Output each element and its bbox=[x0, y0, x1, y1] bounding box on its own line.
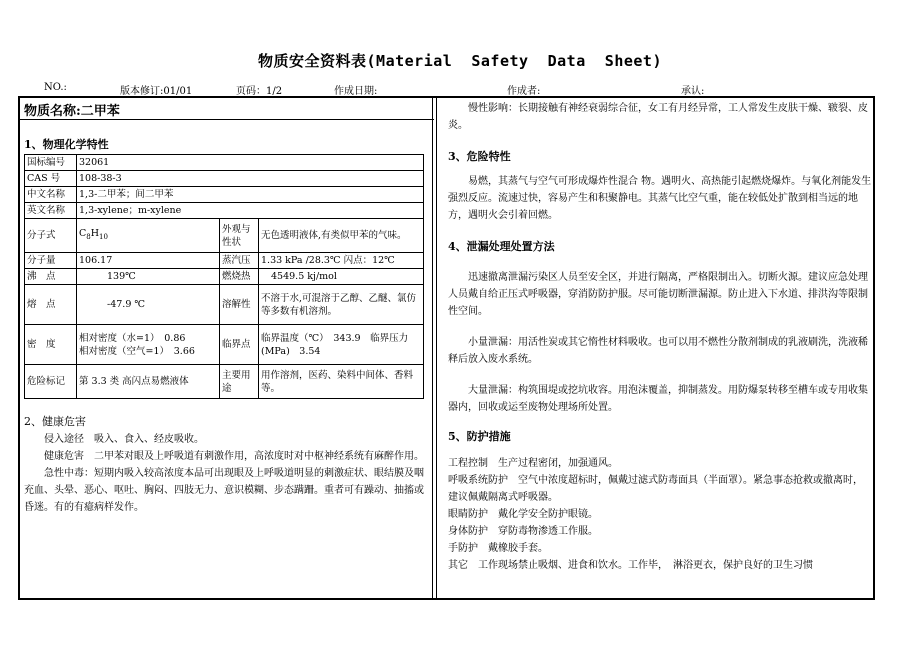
prop-label: 危险标记 bbox=[25, 365, 77, 399]
header-no: NO.: bbox=[44, 82, 67, 93]
protect-hand: 手防护 戴橡胶手套。 bbox=[448, 543, 548, 554]
prop-value: 139℃ bbox=[77, 269, 220, 285]
prop-label: 分子式 bbox=[25, 219, 77, 253]
prop-value: 临界温度（℃） 343.9 临界压力(MPa) 3.54 bbox=[259, 325, 424, 365]
table-row bbox=[25, 219, 424, 253]
prop-value: 1,3-二甲苯；间二甲苯 bbox=[77, 187, 424, 203]
table-row bbox=[25, 203, 424, 219]
prop-label: 蒸汽压 bbox=[220, 253, 259, 269]
table-row bbox=[25, 365, 424, 399]
prop-label: CAS 号 bbox=[25, 171, 77, 187]
prop-label: 主要用途 bbox=[220, 365, 259, 399]
section-3-title: 3、危险特性 bbox=[448, 150, 511, 163]
prop-label: 溶解性 bbox=[220, 285, 259, 325]
header-version: 版本修订:01/01 bbox=[120, 86, 193, 97]
prop-label: 沸 点 bbox=[25, 269, 77, 285]
prop-label: 临界点 bbox=[220, 325, 259, 365]
prop-value: 第 3.3 类 高闪点易燃液体 bbox=[77, 365, 220, 399]
table-row bbox=[25, 187, 424, 203]
formula-value: $C_8H_{10}$ bbox=[77, 219, 220, 253]
prop-label: 密 度 bbox=[25, 325, 77, 365]
section-1-title: 1、物理化学特性 bbox=[24, 138, 109, 151]
column-divider bbox=[432, 98, 437, 598]
substance-name: 物质名称:二甲苯 bbox=[20, 100, 434, 120]
header-approve: 承认: bbox=[681, 86, 705, 97]
prop-value: 108-38-3 bbox=[77, 171, 424, 187]
prop-label: 外观与性状 bbox=[220, 219, 259, 253]
table-row bbox=[25, 269, 424, 285]
protect-eye: 眼睛防护 戴化学安全防护眼镜。 bbox=[448, 509, 598, 520]
health-route: 侵入途径 吸入、食入、经皮吸收。 bbox=[44, 434, 204, 445]
section-4-para-3: 大量泄漏：构筑围堤或挖坑收容。用泡沫覆盖，抑制蒸发。用防爆泵转移至槽车或专用收集器内，回收或运至废物处理场所处置。 bbox=[448, 385, 868, 413]
table-row bbox=[25, 253, 424, 269]
prop-label: 英文名称 bbox=[25, 203, 77, 219]
prop-value: 1.33 kPa /28.3℃ 闪点：12℃ bbox=[259, 253, 424, 269]
prop-label: 熔 点 bbox=[25, 285, 77, 325]
table-row bbox=[25, 325, 424, 365]
protect-engineering: 工程控制 生产过程密闭，加强通风。 bbox=[448, 458, 618, 469]
prop-value: 4549.5 kj/mol bbox=[259, 269, 424, 285]
header-author: 作成者: bbox=[507, 86, 541, 97]
header-page: 页码：1/2 bbox=[236, 86, 283, 97]
prop-value: 106.17 bbox=[77, 253, 220, 269]
prop-value: 相对密度（水=1） 0.86 相对密度（空气=1） 3.66 bbox=[77, 325, 220, 365]
section-4-para-1: 迅速撤离泄漏污染区人员至安全区，并进行隔离，严格限制出入。切断火源。建议应急处理人员戴自给正压式呼吸器，穿消防防护服。尽可能切断泄漏源。防止进入下水道、排洪沟等限制性空间。 bbox=[448, 272, 868, 317]
protect-body: 身体防护 穿防毒物渗透工作服。 bbox=[448, 526, 598, 537]
prop-label: 燃烧热 bbox=[220, 269, 259, 285]
table-row bbox=[25, 285, 424, 325]
protect-other: 其它 工作现场禁止吸烟、进食和饮水。工作毕， 淋浴更衣，保护良好的卫生习惯 bbox=[448, 560, 813, 571]
prop-value: -47.9 ℃ bbox=[77, 285, 220, 325]
properties-table bbox=[24, 154, 424, 399]
table-row bbox=[25, 155, 424, 171]
header-date: 作成日期: bbox=[334, 86, 378, 97]
health-acute: 急性中毒：短期内吸入较高浓度本品可出现眼及上呼吸道明显的刺激症状、眼结膜及咽充血、头晕、恶心、呕吐、胸闷、四肢无力、意识模糊、步态蹒跚。重者可有躁动、抽搐或昏迷。有的有癔病样发作。 bbox=[24, 468, 424, 513]
left-column bbox=[24, 100, 424, 516]
protect-respiratory: 呼吸系统防护 空气中浓度超标时，佩戴过滤式防毒面具（半面罩）。紧急事态抢救或撤离时， 建议佩戴隔离式呼吸器。 bbox=[448, 475, 868, 503]
right-column bbox=[448, 100, 872, 574]
section-4-para-2: 小量泄漏：用活性炭或其它惰性材料吸收。也可以用不燃性分散剂制成的乳液刷洗，洗液稀释后放入废水系统。 bbox=[448, 337, 868, 365]
prop-label: 国标编号 bbox=[25, 155, 77, 171]
prop-value: 1,3-xylene；m-xylene bbox=[77, 203, 424, 219]
section-5-title: 5、防护措施 bbox=[448, 430, 511, 443]
prop-value: 无色透明液体,有类似甲苯的气味。 bbox=[259, 219, 424, 253]
table-row bbox=[25, 171, 424, 187]
section-3-text: 易燃，其蒸气与空气可形成爆炸性混合 物。遇明火、高热能引起燃烧爆炸。与氧化剂能发生强烈反应。流速过快，容易产生和积聚静电。其蒸气比空气重，能在较低处扩散到相当远的地方，遇明火会引着回燃。 bbox=[448, 176, 872, 221]
sheet-frame bbox=[18, 96, 875, 600]
chronic-effects: 慢性影响：长期接触有神经衰弱综合征，女工有月经异常，工人常发生皮肤干燥、皲裂、皮炎。 bbox=[448, 103, 868, 131]
prop-label: 分子量 bbox=[25, 253, 77, 269]
prop-value: 不溶于水,可混溶于乙醇、乙醚、氯仿等多数有机溶剂。 bbox=[259, 285, 424, 325]
prop-value: 用作溶剂，医药、染料中间体、香料等。 bbox=[259, 365, 424, 399]
section-4-title: 4、泄漏处理处置方法 bbox=[448, 240, 555, 253]
prop-value: 32061 bbox=[77, 155, 424, 171]
health-hazard: 健康危害 二甲苯对眼及上呼吸道有刺激作用，高浓度时对中枢神经系统有麻醉作用。 bbox=[44, 451, 424, 462]
document-title: 物质安全资料表(Material Safety Data Sheet) bbox=[258, 52, 662, 70]
prop-label: 中文名称 bbox=[25, 187, 77, 203]
section-2-title: 2、健康危害 bbox=[24, 415, 86, 428]
